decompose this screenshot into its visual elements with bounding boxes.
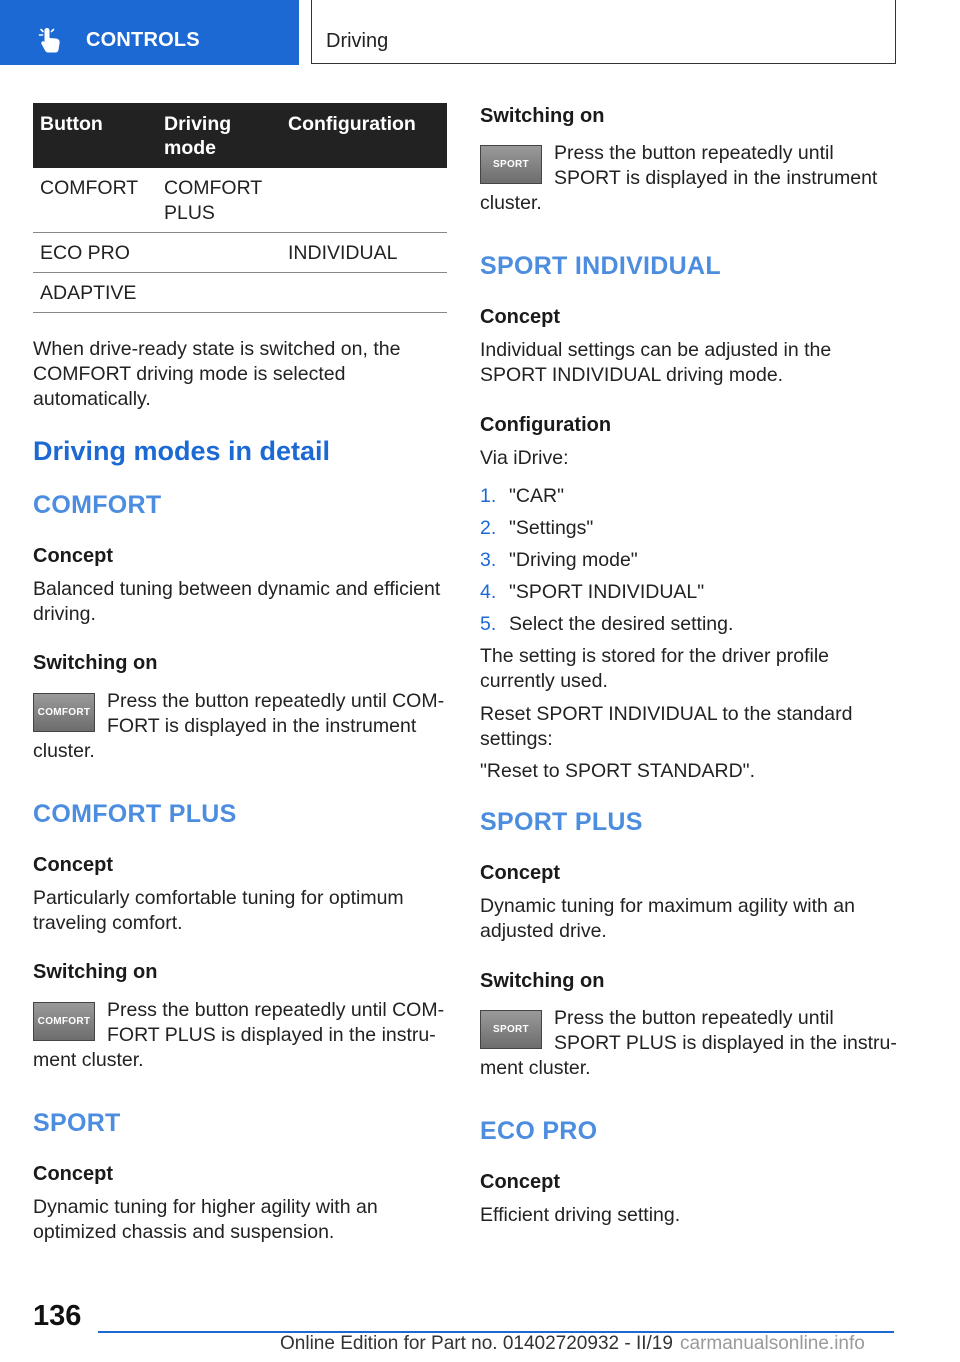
comfort-plus-concept-text: Particularly comfortable tuning for optimum traveling comfort. xyxy=(33,887,404,934)
list-item-text: "CAR" xyxy=(509,485,565,507)
comfort-button-image: COMFORT xyxy=(33,693,95,732)
list-item xyxy=(480,612,496,637)
sport-switch-line: cluster. xyxy=(480,192,542,214)
eco-pro-concept-text: Efficient driving setting. xyxy=(480,1204,681,1226)
list-number: 4. xyxy=(480,581,497,603)
reset-text: Reset SPORT INDIVIDUAL to the standard settings: xyxy=(480,703,853,750)
list-number: 2. xyxy=(480,517,497,539)
heading-configuration: Configuration xyxy=(480,414,612,436)
table-row xyxy=(33,273,447,313)
via-idrive-text: Via iDrive: xyxy=(480,447,569,469)
table-cell: COMFORT PLUS xyxy=(157,168,281,233)
heading-concept: Concept xyxy=(480,1171,560,1193)
table-header-row xyxy=(33,103,447,168)
table-cell: INDIVIDUAL xyxy=(281,233,447,273)
heading-comfort: COMFORT xyxy=(33,491,162,519)
list-item xyxy=(480,580,496,605)
heading-concept: Concept xyxy=(33,545,113,567)
heading-switching-on: Switching on xyxy=(33,652,158,674)
watermark-text: carmanualsonline.info xyxy=(680,1333,865,1354)
comfort-switch-line: FORT is displayed in the instrument xyxy=(107,715,417,737)
sport-switch-line: Press the button repeatedly until xyxy=(554,142,834,164)
list-item xyxy=(480,516,496,541)
comfort-concept-text: Balanced tuning between dynamic and efficient driving. xyxy=(33,578,441,625)
section-heading-modes: Driving modes in detail xyxy=(33,436,331,466)
reset-item-text: "Reset to SPORT STANDARD". xyxy=(480,760,755,782)
table-cell xyxy=(157,233,281,273)
heading-sport-individual: SPORT INDIVIDUAL xyxy=(480,252,721,280)
list-number: 5. xyxy=(480,613,497,635)
table-header-cell: Button xyxy=(33,103,157,168)
comfort-switch-line: cluster. xyxy=(33,740,95,762)
table-cell xyxy=(281,168,447,233)
table-cell xyxy=(281,273,447,313)
stored-text: The setting is stored for the driver profile currently used. xyxy=(480,645,829,692)
sport-switch-line: SPORT is displayed in the instrument xyxy=(554,167,878,189)
sport-button-image: SPORT xyxy=(480,1010,542,1049)
chapter-header xyxy=(311,0,896,64)
sport-plus-switch-line: SPORT PLUS is displayed in the instru- xyxy=(554,1032,897,1054)
sport-button-image: SPORT xyxy=(480,145,542,184)
sport-plus-concept-text: Dynamic tuning for maximum agility with an adjusted drive. xyxy=(480,895,855,942)
comfort-button-image: COMFORT xyxy=(33,1002,95,1041)
heading-concept: Concept xyxy=(480,306,560,328)
list-item-text: Select the desired setting. xyxy=(509,613,734,635)
heading-comfort-plus: COMFORT PLUS xyxy=(33,800,237,828)
sport-plus-switch-line: Press the button repeatedly until xyxy=(554,1007,834,1029)
hand-pointer-icon xyxy=(38,26,66,54)
table-cell xyxy=(157,273,281,313)
heading-concept: Concept xyxy=(480,862,560,884)
sport-plus-switch-line: ment cluster. xyxy=(480,1057,591,1079)
chapter-title: Driving xyxy=(326,30,389,52)
list-item-text: "SPORT INDIVIDUAL" xyxy=(509,581,705,603)
comfort-plus-switch-line: Press the button repeatedly until COM- xyxy=(107,999,445,1021)
section-tab-label: CONTROLS xyxy=(86,29,200,51)
heading-sport: SPORT xyxy=(33,1109,121,1137)
list-item-text: "Settings" xyxy=(509,517,594,539)
table-cell: ECO PRO xyxy=(33,233,157,273)
intro-paragraph: When drive-ready state is switched on, the COMFORT driving mode is selected automatically. xyxy=(33,338,401,410)
page-number: 136 xyxy=(33,1300,82,1332)
heading-concept: Concept xyxy=(33,854,113,876)
heading-sport-plus: SPORT PLUS xyxy=(480,808,643,836)
driving-mode-table xyxy=(33,103,447,313)
table-cell: COMFORT xyxy=(33,168,157,233)
list-item xyxy=(480,548,496,573)
heading-concept: Concept xyxy=(33,1163,113,1185)
table-header-cell: Configuration xyxy=(281,103,447,168)
table-row xyxy=(33,168,447,233)
list-item xyxy=(480,484,496,509)
heading-switching-on: Switching on xyxy=(480,970,605,992)
comfort-switch-line: Press the button repeatedly until COM- xyxy=(107,690,445,712)
table-header-cell: Driving mode xyxy=(157,103,281,168)
comfort-plus-switch-line: FORT PLUS is displayed in the instru- xyxy=(107,1024,436,1046)
edition-text: Online Edition for Part no. 01402720932 - II/19 xyxy=(280,1333,673,1354)
section-tab-controls xyxy=(0,0,299,65)
list-item-text: "Driving mode" xyxy=(509,549,638,571)
list-number: 1. xyxy=(480,485,497,507)
sport-concept-text: Dynamic tuning for higher agility with an optimized chassis and suspension. xyxy=(33,1196,378,1243)
table-cell: ADAPTIVE xyxy=(33,273,157,313)
comfort-plus-switch-line: ment cluster. xyxy=(33,1049,144,1071)
heading-eco-pro: ECO PRO xyxy=(480,1117,598,1145)
list-number: 3. xyxy=(480,549,497,571)
sport-individual-concept-text: Individual settings can be adjusted in the SPORT INDIVIDUAL driving mode. xyxy=(480,339,832,386)
table-row xyxy=(33,233,447,273)
heading-switching-on: Switching on xyxy=(33,961,158,983)
heading-switching-on: Switching on xyxy=(480,105,605,127)
